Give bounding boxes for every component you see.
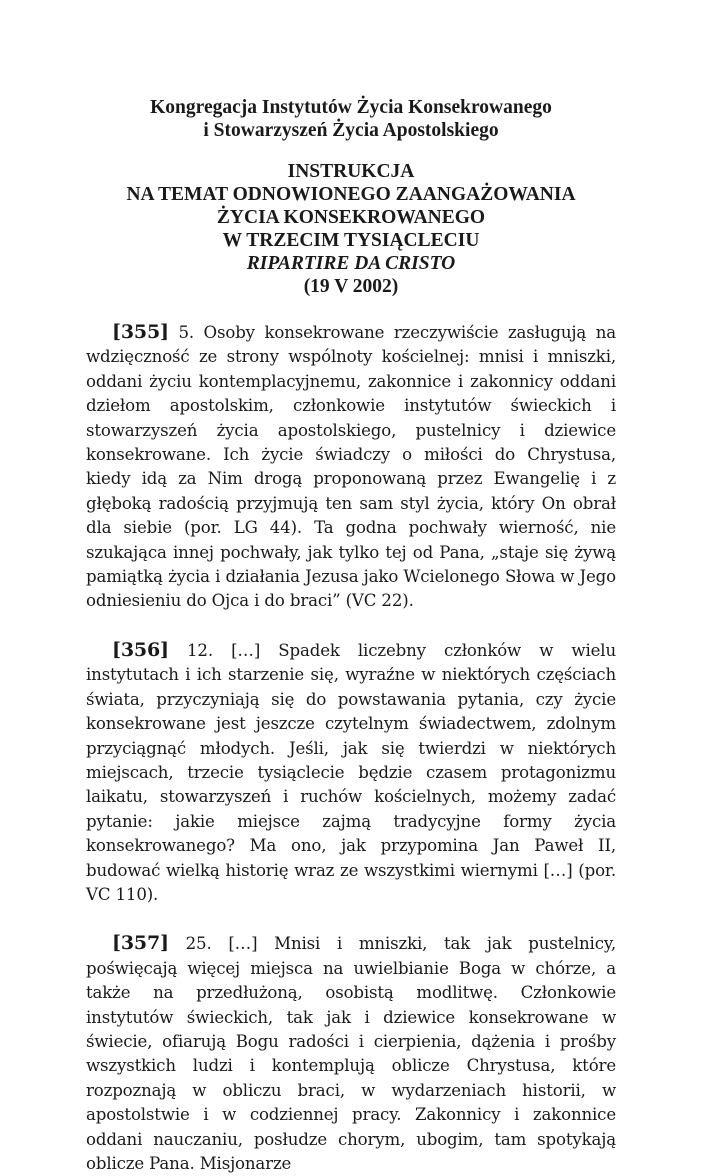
paragraph-ref: [356] — [112, 638, 169, 661]
title-line-3: ŻYCIA KONSEKROWANEGO — [216, 207, 486, 228]
paragraph-text: 12. […] Spadek liczebny członków w wielu instytutach i ich starzenie się, wyraźne w niektórych częściach świata, przyczyniają się do powstawania pytania, czy życie konsekrowane jest jeszcze czytelnym świadectwem, zdolnym przyciągnąć młodych. Jeśli, jak się twierdzi w niektórych miejscach, trzecie tysiąclecie będzie czasem protagonizmu laikatu, stowarzyszeń i ruchów kościelnych, możemy zadać pytanie: jakie miejsce zajmą tradycyjne formy życia konsekrowanego? Ma ono, jak przypomina Jan Paweł II, budować wielką historię wraz ze wszystkimi wiernymi […] (por. VC 110). — [86, 640, 616, 904]
title-line-1: INSTRUKCJA — [287, 161, 415, 182]
paragraph-ref: [357] — [112, 932, 169, 955]
paragraph-356 — [86, 638, 616, 907]
document-page — [86, 96, 616, 1176]
congregation-name — [86, 96, 616, 142]
congregation-line-1: Kongregacja Instytutów Życia Konsekrowanego — [150, 97, 552, 118]
paragraph-355 — [86, 320, 616, 614]
title-line-4: W TRZECIM TYSIĄCLECIU — [222, 230, 480, 251]
paragraph-text: 25. […] Mnisi i mniszki, tak jak pustelnicy, poświęcają więcej miejsca na uwielbianie Boga w chórze, a także na przedłużoną, osobistą modlitwę. Członkowie instytutów świeckich, tak jak i dziewice konsekrowane w świecie, ofiarują Bogu radości i cierpienia, dążenia i prośby wszystkich ludzi i kontemplują oblicze Chrystusa, które rozpoznają w obliczu braci, w wydarzeniach historii, w apostolstwie i w codziennej pracy. Zakonnicy i zakonnice oddani nauczaniu, posłudze chorym, ubogim, tam spotykają oblicze Pana. Misjonarze — [86, 934, 617, 1173]
congregation-line-2: i Stowarzyszeń Życia Apostolskiego — [203, 120, 499, 141]
document-header — [86, 96, 616, 298]
paragraph-357 — [86, 931, 616, 1176]
document-title — [86, 160, 616, 298]
paragraph-text: 5. Osoby konsekrowane rzeczywiście zasługują na wdzięczność ze strony wspólnoty kościelnej: mnisi i mniszki, oddani życiu kontemplacyjnemu, zakonnice i zakonnicy oddani dziełom apostolskim, członkowie instytutów świeckich i stowarzyszeń życia apostolskiego, pustelnicy i dziewice konsekrowane. Ich życie świadczy o miłości do Chrystusa, kiedy idą za Nim drogą proponowaną przez Ewangelię i z głęboką radością przyjmują ten sam styl życia, który On obrał dla siebie (por. LG 44). Ta godna pochwały wierność, nie szukająca innej pochwały, jak tylko tej od Pana, „staje się żywą pamiątką życia i działania Jezusa jako Wcielonego Słowa w Jego odniesieniu do Ojca i do braci” (VC 22). — [86, 323, 616, 611]
latin-subtitle: RIPARTIRE DA CRISTO — [246, 253, 456, 274]
document-date: (19 V 2002) — [303, 276, 399, 297]
paragraph-ref: [355] — [112, 321, 169, 343]
title-line-2: NA TEMAT ODNOWIONEGO ZAANGAŻOWANIA — [126, 184, 576, 205]
